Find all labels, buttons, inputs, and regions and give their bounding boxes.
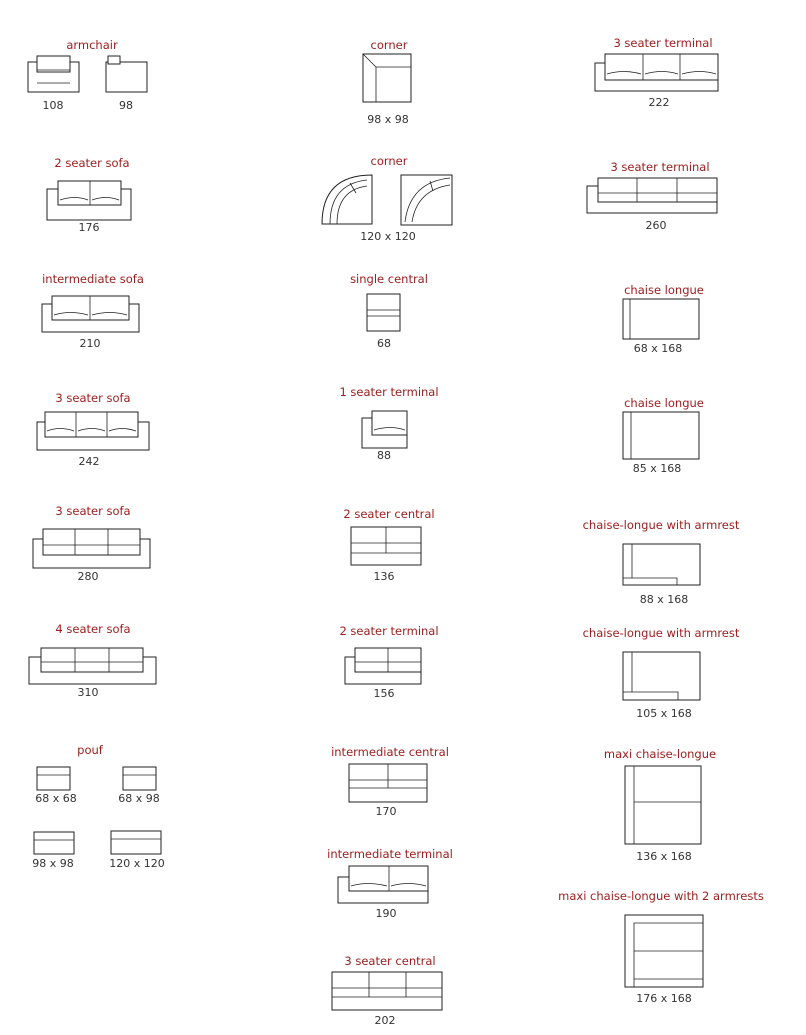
single-central-dim: 68 (377, 337, 391, 350)
three-seater-terminal-222-drawing (595, 54, 718, 91)
four-seater-sofa-drawing (29, 648, 156, 684)
intermediate-terminal-drawing (338, 866, 428, 903)
armchair-108-drawing (28, 56, 79, 92)
pouf-68x68-drawing (37, 767, 70, 790)
single-central-group (350, 272, 428, 350)
three-seater-terminal-222-dim: 222 (648, 96, 670, 109)
intermediate-sofa-title: intermediate sofa (42, 272, 144, 286)
chaise-longue-85-title: chaise longue (624, 396, 704, 410)
single-central-drawing (367, 294, 400, 331)
three-seater-sofa-280-group (33, 504, 150, 583)
armchair-dim-108: 108 (42, 99, 64, 112)
chaise-armrest-105-title: chaise-longue with armrest (582, 626, 740, 640)
two-seater-central-title: 2 seater central (343, 507, 435, 521)
one-seater-terminal-group (339, 385, 438, 462)
chaise-longue-85-group (623, 396, 704, 475)
chaise-armrest-105-drawing (623, 652, 700, 700)
four-seater-sofa-title: 4 seater sofa (55, 622, 131, 636)
corner-120-left-drawing (322, 175, 372, 224)
one-seater-terminal-dim: 88 (377, 449, 391, 462)
pouf-dim-120x120: 120 x 120 (109, 857, 165, 870)
corner-120-dim: 120 x 120 (360, 230, 416, 243)
intermediate-terminal-title: intermediate terminal (327, 847, 453, 861)
three-seater-central-title: 3 seater central (344, 954, 436, 968)
chaise-armrest-88-group (583, 518, 740, 606)
corner-98-dim: 98 x 98 (367, 113, 409, 126)
chaise-armrest-88-dim: 88 x 168 (639, 593, 689, 606)
chaise-armrest-105-group (583, 626, 740, 720)
chaise-longue-68-group (623, 283, 704, 355)
maxi-chaise-two-armrests-title: maxi chaise-longue with 2 armrests (558, 889, 764, 903)
three-seater-terminal-260-dim: 260 (645, 219, 667, 232)
two-seater-central-group (343, 507, 434, 583)
maxi-chaise-longue-group (604, 747, 716, 863)
pouf-dim-98x98: 98 x 98 (32, 857, 74, 870)
four-seater-sofa-dim: 310 (77, 686, 99, 699)
pouf-dim-68x68: 68 x 68 (35, 792, 77, 805)
maxi-chaise-longue-title: maxi chaise-longue (603, 747, 717, 761)
corner-120-right-drawing (401, 175, 452, 225)
chaise-longue-85-dim: 85 x 168 (632, 462, 682, 475)
two-seater-sofa-dim: 176 (78, 221, 100, 234)
pouf-dim-68x98: 68 x 98 (118, 792, 160, 805)
corner-98-group (363, 38, 411, 126)
chaise-armrest-88-title: chaise-longue with armrest (582, 518, 740, 532)
two-seater-terminal-dim: 156 (373, 687, 395, 700)
maxi-chaise-longue-drawing (625, 766, 701, 844)
maxi-chaise-two-armrests-drawing (625, 915, 703, 987)
intermediate-central-drawing (349, 764, 427, 802)
single-central-title: single central (350, 272, 428, 286)
armchair-dim-98: 98 (119, 99, 133, 112)
maxi-chaise-two-armrests-group (558, 889, 764, 1005)
armchair-98-drawing (106, 56, 147, 92)
one-seater-terminal-title: 1 seater terminal (339, 385, 439, 399)
pouf-98x98-drawing (34, 832, 74, 854)
three-seater-sofa-242-dim: 242 (78, 455, 100, 468)
three-seater-sofa-280-title: 3 seater sofa (55, 504, 131, 518)
pouf-title: pouf (77, 743, 103, 757)
maxi-chaise-two-armrests-dim: 176 x 168 (636, 992, 692, 1005)
corner-98-title: corner (370, 38, 408, 52)
three-seater-terminal-260-drawing (587, 178, 717, 213)
chaise-longue-68-drawing (623, 299, 699, 339)
three-seater-central-drawing (332, 972, 442, 1010)
two-seater-central-drawing (351, 527, 421, 565)
four-seater-sofa-group (29, 622, 156, 699)
three-seater-sofa-242-group (37, 391, 149, 468)
maxi-chaise-longue-dim: 136 x 168 (636, 850, 692, 863)
two-seater-sofa-group (47, 156, 131, 234)
three-seater-terminal-222-group (595, 36, 718, 109)
three-seater-sofa-280-drawing (33, 529, 150, 568)
intermediate-sofa-group (42, 272, 144, 350)
three-seater-sofa-280-dim: 280 (77, 570, 99, 583)
three-seater-central-dim: 202 (374, 1014, 396, 1027)
two-seater-terminal-title: 2 seater terminal (339, 624, 439, 638)
three-seater-sofa-242-drawing (37, 412, 149, 450)
three-seater-central-group (332, 954, 442, 1027)
corner-120-title: corner (370, 154, 408, 168)
pouf-120x120-drawing (111, 831, 161, 854)
intermediate-terminal-dim: 190 (375, 907, 397, 920)
three-seater-terminal-222-title: 3 seater terminal (613, 36, 713, 50)
intermediate-central-group (331, 745, 449, 818)
intermediate-sofa-drawing (42, 296, 139, 332)
three-seater-sofa-242-title: 3 seater sofa (55, 391, 131, 405)
pouf-68x98-drawing (123, 767, 156, 790)
three-seater-terminal-260-title: 3 seater terminal (610, 160, 710, 174)
chaise-armrest-105-dim: 105 x 168 (636, 707, 692, 720)
chaise-longue-85-drawing (623, 412, 699, 459)
two-seater-sofa-drawing (47, 181, 131, 220)
two-seater-sofa-title: 2 seater sofa (54, 156, 130, 170)
pouf-group (32, 743, 165, 870)
three-seater-terminal-260-group (587, 160, 717, 232)
chaise-longue-68-dim: 68 x 168 (633, 342, 683, 355)
chaise-longue-68-title: chaise longue (624, 283, 704, 297)
two-seater-terminal-drawing (345, 648, 421, 684)
two-seater-central-dim: 136 (373, 570, 395, 583)
two-seater-terminal-group (339, 624, 438, 700)
chaise-armrest-88-drawing (623, 544, 700, 585)
corner-98-drawing (363, 54, 411, 102)
intermediate-terminal-group (327, 847, 453, 920)
intermediate-central-title: intermediate central (331, 745, 449, 759)
one-seater-terminal-drawing (362, 411, 407, 448)
armchair-title: armchair (66, 38, 118, 52)
armchair-group (28, 38, 147, 112)
intermediate-sofa-dim: 210 (79, 337, 101, 350)
intermediate-central-dim: 170 (375, 805, 397, 818)
corner-120-group (322, 154, 452, 243)
